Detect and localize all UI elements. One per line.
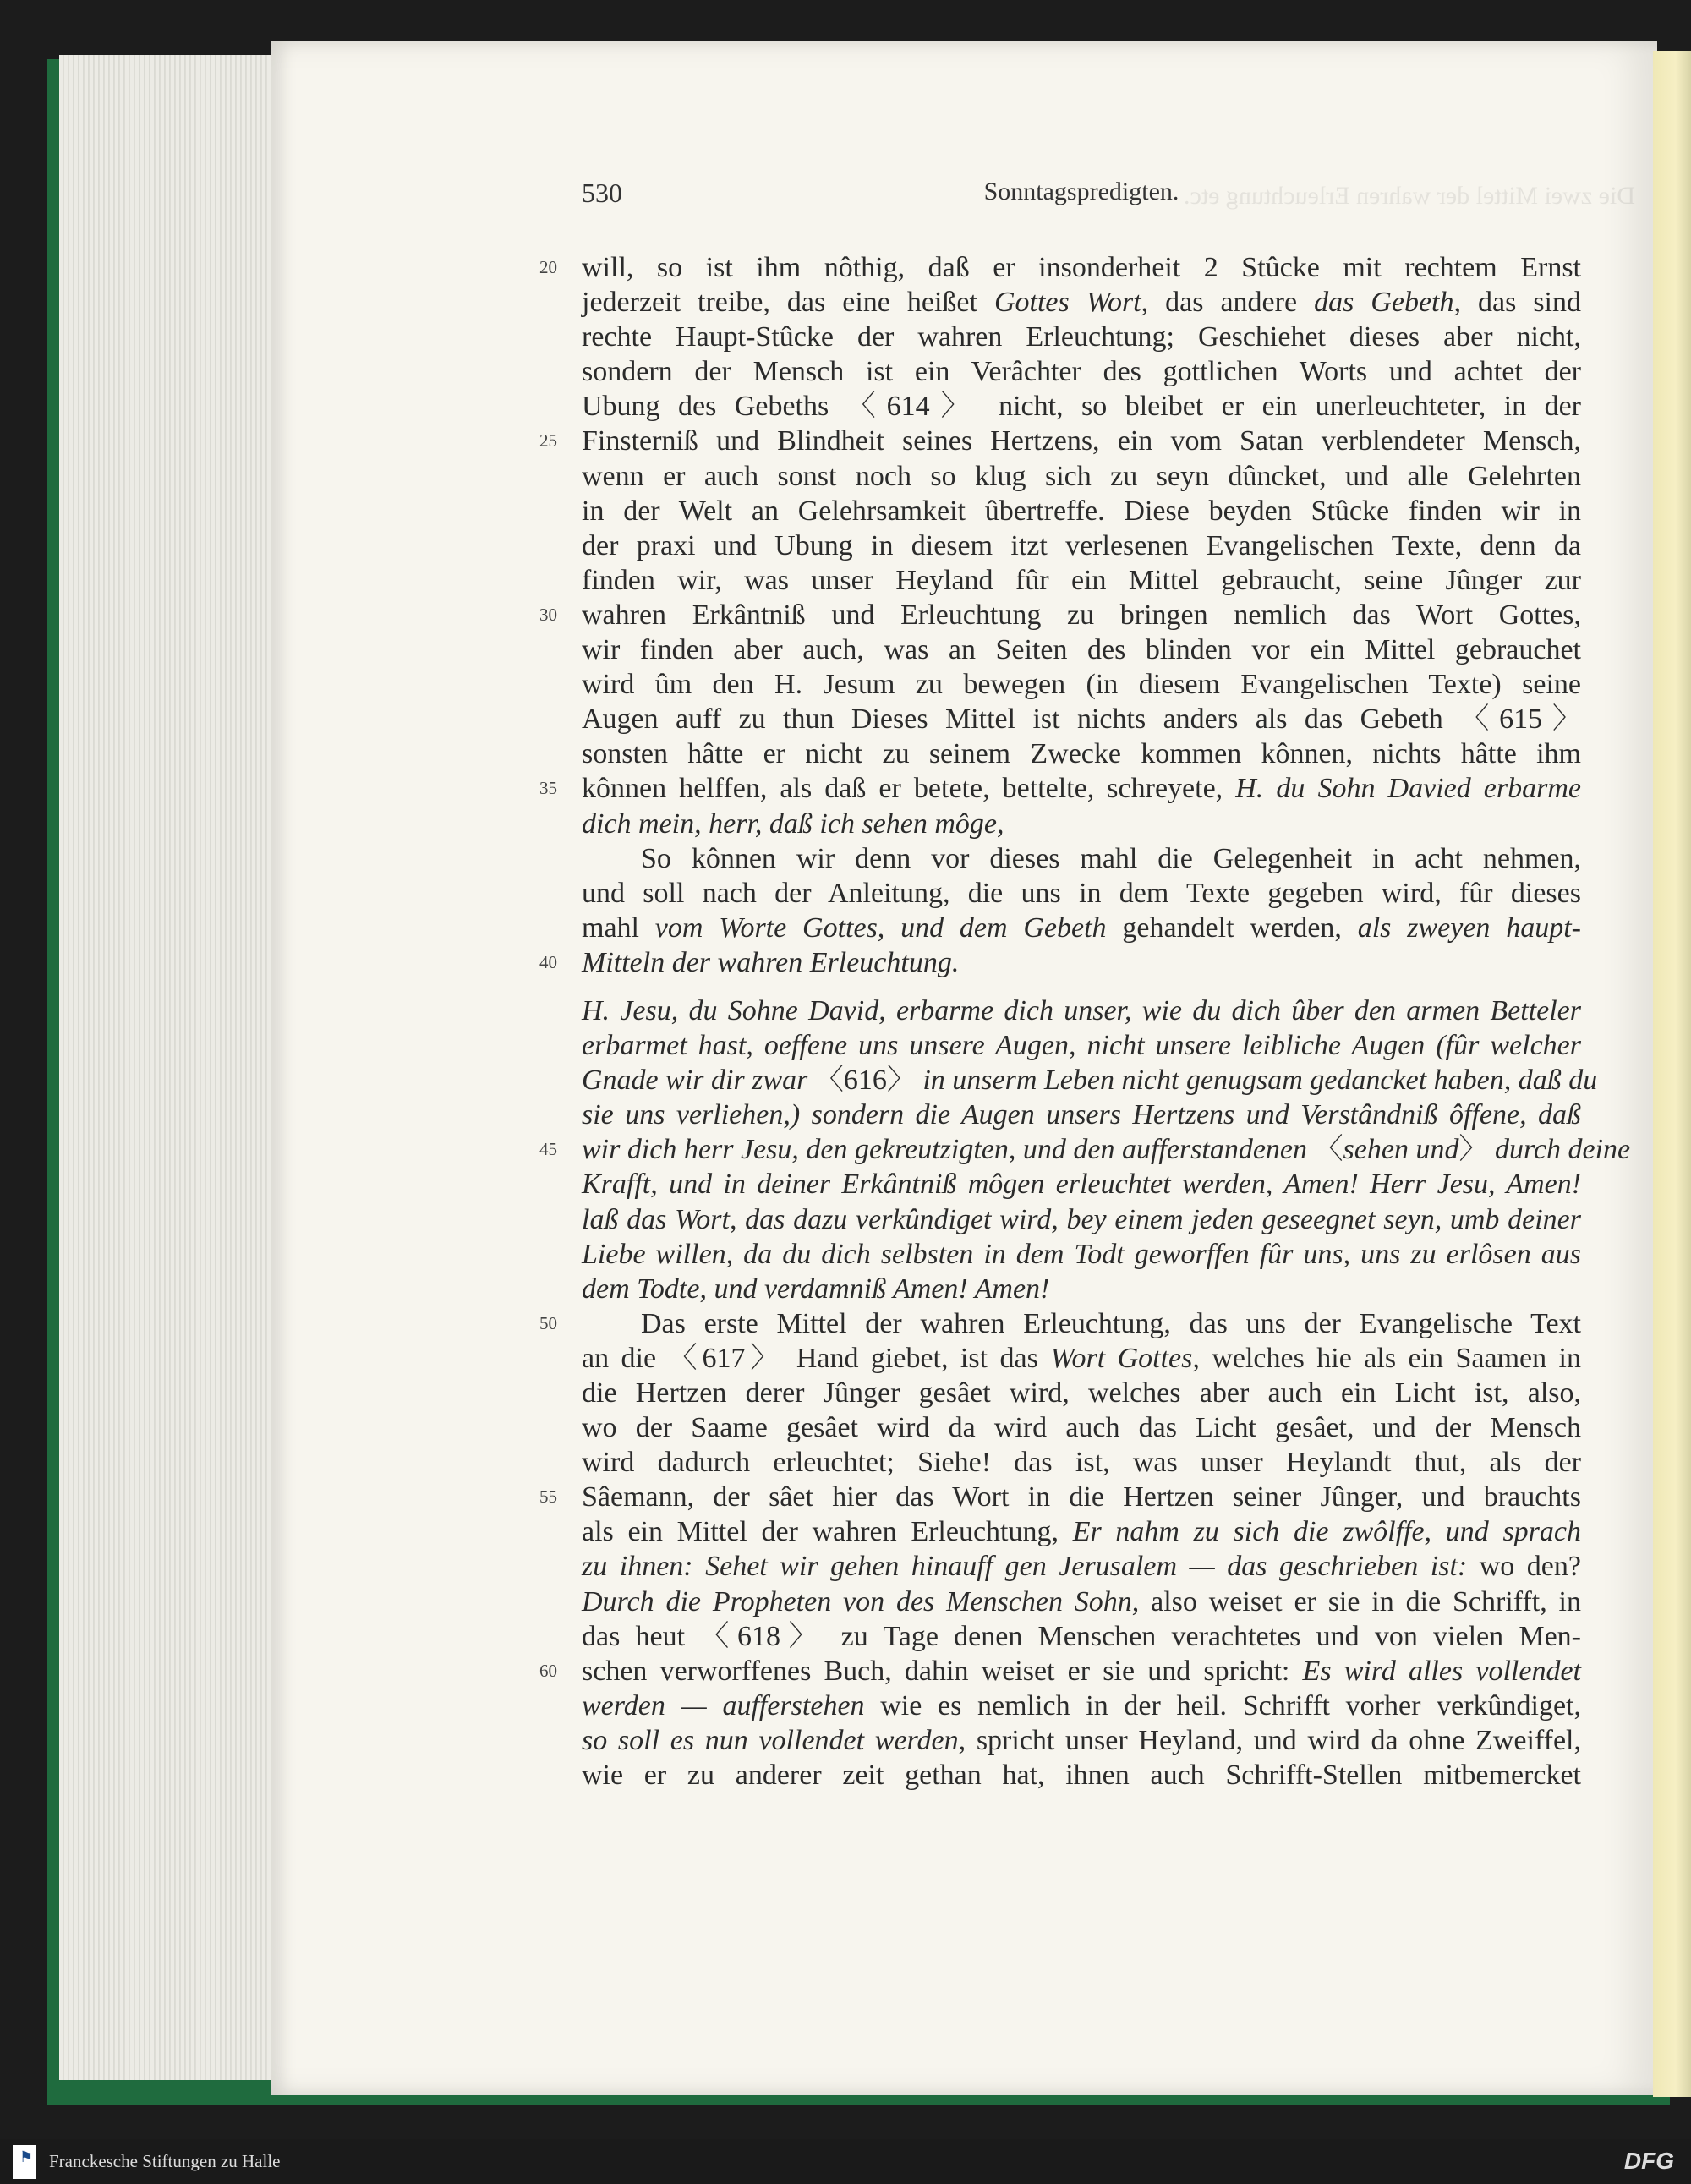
text-line: [582, 1585, 1581, 1619]
italic-segment: Durch die Propheten von des Menschen Sohn,: [582, 1585, 1140, 1617]
text-segment: jederzeit treibe, das eine heißet: [582, 287, 994, 319]
text-line: [582, 1758, 1581, 1793]
text-segment: schen verworffenes Buch, dahin weiset er sie und spricht:: [582, 1655, 1303, 1687]
italic-segment: zu ihnen: Sehet wir gehen hinauff gen Jerusalem — das geschrieben ist:: [582, 1551, 1468, 1583]
text-line: [582, 320, 1581, 354]
text-line: [582, 1376, 1581, 1410]
text-line: [582, 1689, 1581, 1723]
text-line: [582, 354, 1581, 389]
italic-segment: laß das Wort, das dazu verkûndiget wird, bey einem jeden geseegnet seyn, umb deiner: [582, 1203, 1581, 1235]
text-line: [539, 598, 1581, 632]
text-segment: und soll nach der Anleitung, die uns in dem Texte gegeben wird, fûr dieses: [582, 877, 1581, 909]
italic-segment: werden — aufferstehen: [582, 1689, 865, 1721]
text-segment: in der Welt an Gelehrsamkeit ûbertreffe. Diese beyden Stûcke finden wir in: [582, 495, 1581, 527]
text-line: [582, 1167, 1581, 1201]
text-line: [539, 1132, 1631, 1167]
text-line: [582, 494, 1581, 528]
italic-segment: wir dich herr Jesu, den gekreutzigten, und den aufferstandenen: [582, 1134, 1308, 1166]
text-line: [539, 945, 1581, 980]
italic-segment: H. du Sohn Davied erbarme: [1235, 773, 1582, 805]
line-number: 30: [539, 604, 557, 625]
text-segment: wird dadurch erleuchtet; Siehe! das ist, was unser Heylandt thut, als der: [582, 1447, 1581, 1479]
text-segment: wenn er auch sonst noch so klug sich zu seyn dûncket, und alle Gelehrten: [582, 460, 1581, 492]
line-number: 45: [539, 1139, 557, 1160]
text-line: [582, 1341, 1581, 1376]
italic-segment: durch deine: [1494, 1134, 1631, 1166]
text-line: [582, 841, 1581, 876]
text-line: [582, 911, 1581, 945]
text-line: [582, 1028, 1581, 1063]
text-segment: wo den?: [1467, 1551, 1581, 1583]
text-segment: wird ûm den H. Jesum zu bewegen (in diesem Evangelischen Texte) seine: [582, 669, 1581, 701]
text-segment: die Hertzen derer Jûnger gesâet wird, welches aber auch ein Licht ist, also,: [582, 1377, 1581, 1409]
line-number: 35: [539, 778, 557, 799]
text-segment: will, so ist ihm nôthig, daß er insonderheit 2 Stûcke mit rechtem Ernst: [582, 252, 1581, 283]
italic-segment: Es wird alles vollendet: [1302, 1655, 1581, 1687]
text-segment: rechte Haupt-Stûcke der wahren Erleuchtung; Geschiehet dieses aber nicht,: [582, 321, 1581, 353]
text-segment: wahren Erkântniß und Erleuchtung zu bringen nemlich das Wort Gottes,: [582, 599, 1581, 631]
italic-segment: das Gebeth,: [1314, 287, 1461, 319]
text-line: [582, 876, 1581, 911]
italic-segment: dich mein, herr, daß ich sehen môge,: [582, 807, 1004, 840]
italic-segment: H. Jesu, du Sohne David, erbarme dich unser, wie du dich ûber den armen Betteler: [582, 994, 1581, 1026]
text-segment: kônnen helffen, als daß er betete, bettelte, schreyete,: [582, 773, 1236, 805]
italic-segment: Liebe willen, da du dich selbsten in dem Todt geworffen fûr uns, uns zu erlôsen aus: [582, 1238, 1581, 1270]
italic-segment: Mitteln der wahren Erleuchtung.: [582, 946, 960, 978]
text-segment: wie er zu anderer zeit gethan hat, ihnen auch Schrifft-Stellen mitbemercket: [582, 1760, 1581, 1792]
text-segment: wir finden aber auch, was an Seiten des blinden vor ein Mittel gebrauchet: [582, 634, 1581, 666]
page-header: [582, 178, 1581, 216]
text-line: [582, 285, 1581, 320]
body-text: [539, 250, 1631, 1793]
text-line: [582, 563, 1581, 598]
text-segment: Augen auff zu thun Dieses Mittel ist nichts anders als das Gebeth 〈615〉: [582, 703, 1581, 736]
text-line: [582, 1272, 1581, 1306]
text-segment: mahl: [582, 911, 655, 944]
page-stack-edges: [59, 55, 296, 2080]
text-segment: 〉: [1458, 1134, 1495, 1166]
bleed-through-running-head: Die zwei Mittel der wahren Erleuchtung etc.: [1184, 182, 1635, 210]
text-line: [582, 993, 1581, 1028]
text-segment: als ein Mittel der wahren Erleuchtung,: [582, 1516, 1073, 1548]
text-line: [539, 1306, 1581, 1341]
italic-segment: Er nahm zu sich die zwôlffe, und sprach: [1072, 1516, 1581, 1548]
italic-segment: vom Worte Gottes, und dem Gebeth: [654, 911, 1107, 944]
text-segment: sondern der Mensch ist ein Verâchter des gottlichen Worts und achtet der: [582, 356, 1581, 388]
viewer-footer-bar: [0, 2139, 1691, 2184]
text-segment: also weiset er sie in die Schrifft, in: [1139, 1585, 1581, 1617]
text-segment: spricht unser Heyland, und wird da ohne Zweiffel,: [966, 1724, 1582, 1756]
text-line: [582, 528, 1581, 563]
text-line: [582, 1097, 1581, 1132]
italic-segment: in unserm Leben nicht genugsam gedancket haben, daß du: [922, 1065, 1598, 1097]
text-segment: das sind: [1460, 287, 1581, 319]
italic-segment: als zweyen haupt-: [1357, 911, 1581, 944]
text-line: [582, 632, 1581, 667]
text-segment: So kônnen wir denn vor dieses mahl die Gelegenheit in acht nehmen,: [641, 842, 1581, 874]
text-line: [582, 1410, 1581, 1445]
page-number: 530: [582, 178, 622, 208]
italic-segment: Wort Gottes,: [1050, 1342, 1200, 1374]
line-number: 25: [539, 430, 557, 452]
line-number: 55: [539, 1486, 557, 1508]
text-line: [582, 1723, 1581, 1758]
line-number: 60: [539, 1660, 557, 1681]
institution-name: Franckesche Stiftungen zu Halle: [49, 2151, 281, 2171]
text-line: [539, 1654, 1581, 1689]
text-segment: finden wir, was unser Heyland fûr ein Mittel gebraucht, seine Jûnger zur: [582, 564, 1581, 596]
dfg-logo: DFG: [1623, 2148, 1674, 2174]
text-segment: das andere: [1148, 287, 1315, 319]
italic-segment: erbarmet hast, oeffene uns unsere Augen, nicht unsere leibliche Augen (fûr welcher: [582, 1030, 1581, 1062]
line-number: 20: [539, 257, 557, 277]
running-head: Sonntagspredigten.: [983, 178, 1179, 205]
text-segment: der praxi und Ubung in diesem itzt verlesenen Evangelischen Texte, denn da: [582, 529, 1581, 561]
text-segment: gehandelt werden,: [1106, 911, 1358, 944]
library-seal-icon: ⚑: [13, 2145, 36, 2179]
text-line: [539, 771, 1582, 806]
italic-segment: so soll es nun vollendet werden,: [582, 1724, 966, 1756]
italic-segment: dem Todte, und verdamniß Amen! Amen!: [582, 1273, 1050, 1305]
text-segment: wie es nemlich in der heil. Schrifft vorher verkûndiget,: [864, 1689, 1582, 1721]
text-line: [539, 1480, 1581, 1514]
text-segment: das heut 〈618〉 zu Tage denen Menschen verachtetes und von vielen Men-: [582, 1620, 1581, 1652]
text-line: [582, 667, 1581, 702]
line-number: 40: [539, 951, 557, 972]
text-line: [582, 702, 1581, 736]
text-line: [582, 1549, 1581, 1584]
text-line: [539, 424, 1581, 458]
italic-segment: Gottes Wort,: [993, 287, 1149, 319]
text-line: [582, 736, 1581, 771]
text-line: [539, 250, 1581, 285]
text-line: [582, 389, 1581, 424]
italic-segment: Krafft, und in deiner Erkântniß môgen erleuchtet werden, Amen! Herr Jesu, Amen!: [582, 1169, 1581, 1201]
text-line: [582, 1202, 1581, 1237]
text-segment: Das erste Mittel der wahren Erleuchtung, das uns der Evangelische Text: [641, 1307, 1581, 1339]
text-segment: 〈: [1307, 1134, 1343, 1166]
facing-page-edge: [1653, 51, 1691, 2097]
line-number: 50: [539, 1312, 557, 1333]
text-segment: welches hie als ein Saamen in: [1199, 1342, 1582, 1374]
text-line: [582, 459, 1581, 494]
text-line: [582, 1619, 1581, 1654]
text-segment: sonsten hâtte er nicht zu seinem Zwecke kommen kônnen, nichts hâtte ihm: [582, 738, 1581, 770]
text-segment: 〈616〉: [807, 1065, 923, 1097]
text-segment: wo der Saame gesâet wird da wird auch das Licht gesâet, und der Mensch: [582, 1412, 1581, 1444]
text-segment: Sâemann, der sâet hier das Wort in die Hertzen seiner Jûnger, und brauchts: [582, 1481, 1581, 1513]
text-line: [582, 1063, 1598, 1097]
text-segment: an die 〈617〉 Hand giebet, ist das: [582, 1342, 1051, 1374]
text-segment: Ubung des Gebeths 〈614〉 nicht, so bleibet er ein unerleuchteter, in der: [582, 391, 1581, 423]
text-line: [582, 1237, 1581, 1272]
text-line: [582, 807, 1581, 841]
text-segment: Finsterniß und Blindheit seines Hertzens, ein vom Satan verblendeter Mensch,: [582, 425, 1581, 457]
text-line: [582, 1514, 1581, 1549]
text-line: [582, 1445, 1581, 1480]
italic-segment: sehen und: [1343, 1134, 1459, 1166]
italic-segment: Gnade wir dir zwar: [582, 1065, 808, 1097]
italic-segment: sie uns verliehen,) sondern die Augen unsers Hertzens und Verstândniß ôffene, daß: [582, 1099, 1581, 1131]
